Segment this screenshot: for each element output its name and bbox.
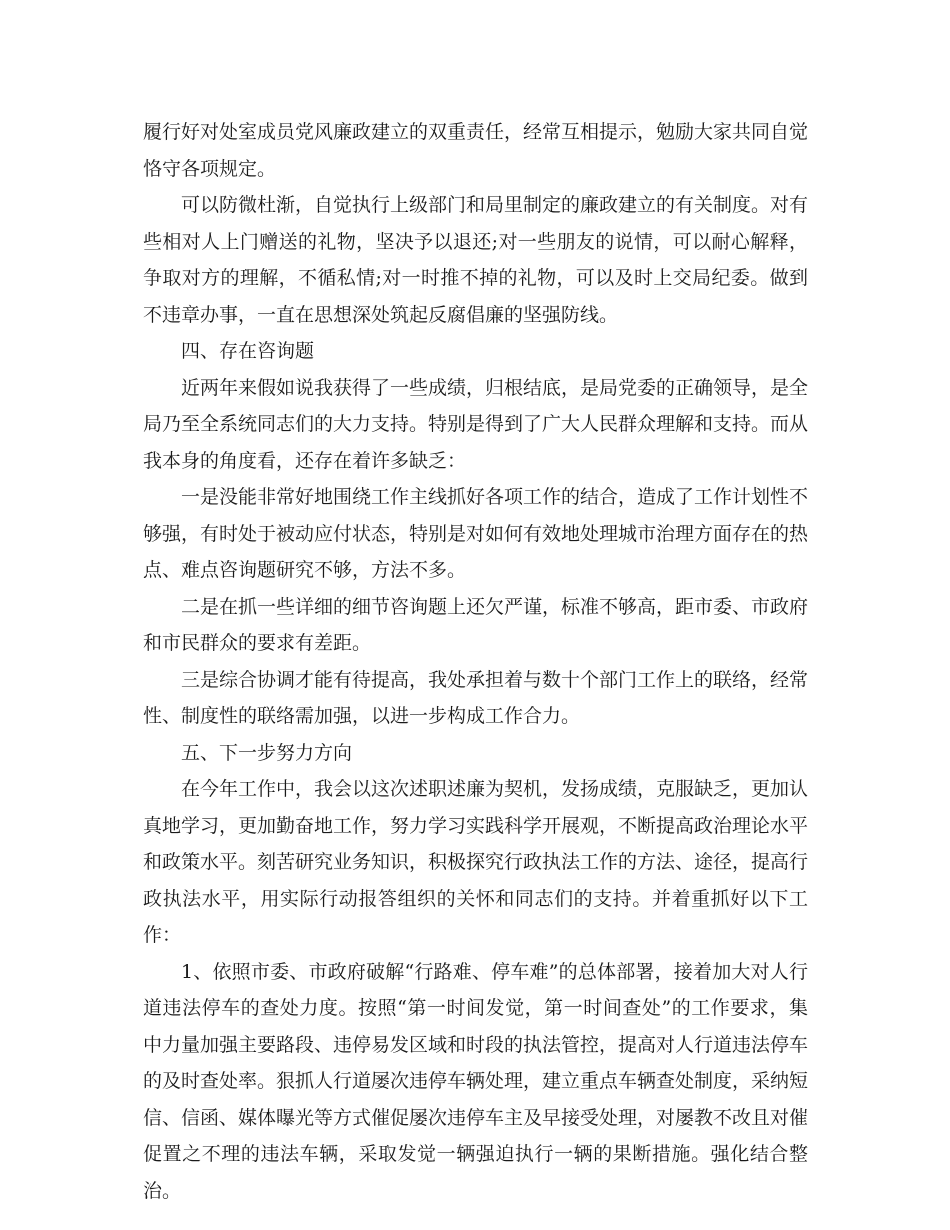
paragraph-problem-3: 三是综合协调才能有待提高，我处承担着与数十个部门工作上的联络，经常性、制度性的联络需加强，以进一步构成工作合力。 [143,668,809,727]
document-body [143,114,808,1209]
paragraph-problems-intro: 近两年来假如说我获得了一些成绩，归根结底，是局党委的正确领导，是全局乃至全系统同志们的大力支持。特别是得到了广大人民群众理解和支持。而从我本身的角度看，还存在着许多缺乏： [143,376,809,472]
paragraph-task-1: 1、依照市委、市政府破解“行路难、停车难”的总体部署，接着加大对人行道违法停车的查处力度。按照“第一时间发觉，第一时间查处”的工作要求，集中力量加强主要路段、违停易发区域和时段的执法管控，提高对人行道违法停车的及时查处率。狠抓人行道屡次违停车辆处理，建立重点车辆查处制度，采纳短信、信函、媒体曝光等方式催促屡次违停车主及早接受处理，对屡教不改且对催促置之不理的违法车辆，采取发觉一辆强迫执行一辆的果断措施。强化结合整治。 [143,960,809,1202]
paragraph-continuation: 履行好对处室成员党风廉政建立的双重责任，经常互相提示，勉励大家共同自觉恪守各项规定。 [143,121,809,180]
paragraph-problem-1: 一是没能非常好地围绕工作主线抓好各项工作的结合，造成了工作计划性不够强，有时处于被动应付状态，特别是对如何有效地处理城市治理方面存在的热点、难点咨询题研究不够，方法不多。 [143,486,809,581]
paragraph-problem-2: 二是在抓一些详细的细节咨询题上还欠严谨，标准不够高，距市委、市政府和市民群众的要求有差距。 [143,595,809,654]
section-heading-next-steps: 五、下一步努力方向 [181,741,353,764]
section-heading-problems: 四、存在咨询题 [181,340,315,362]
paragraph-next-steps-intro: 在今年工作中，我会以这次述职述廉为契机，发扬成绩，克服缺乏，更加认真地学习，更加勤奋地工作，努力学习实践科学开展观，不断提高政治理论水平和政策水平。刻苦研究业务知识，积极探究行政执法工作的方法、途径，提高行政执法水平，用实际行动报答组织的关怀和同志们的支持。并着重抓好以下工作： [143,778,809,946]
paragraph-integrity-measures: 可以防微杜渐，自觉执行上级部门和局里制定的廉政建立的有关制度。对有些相对人上门赠送的礼物，坚决予以退还;对一些朋友的说情，可以耐心解释，争取对方的理解，不循私情;对一时推不掉的礼物，可以及时上交局纪委。做到不违章办事，一直在思想深处筑起反腐倡廉的坚强防线。 [143,194,809,326]
